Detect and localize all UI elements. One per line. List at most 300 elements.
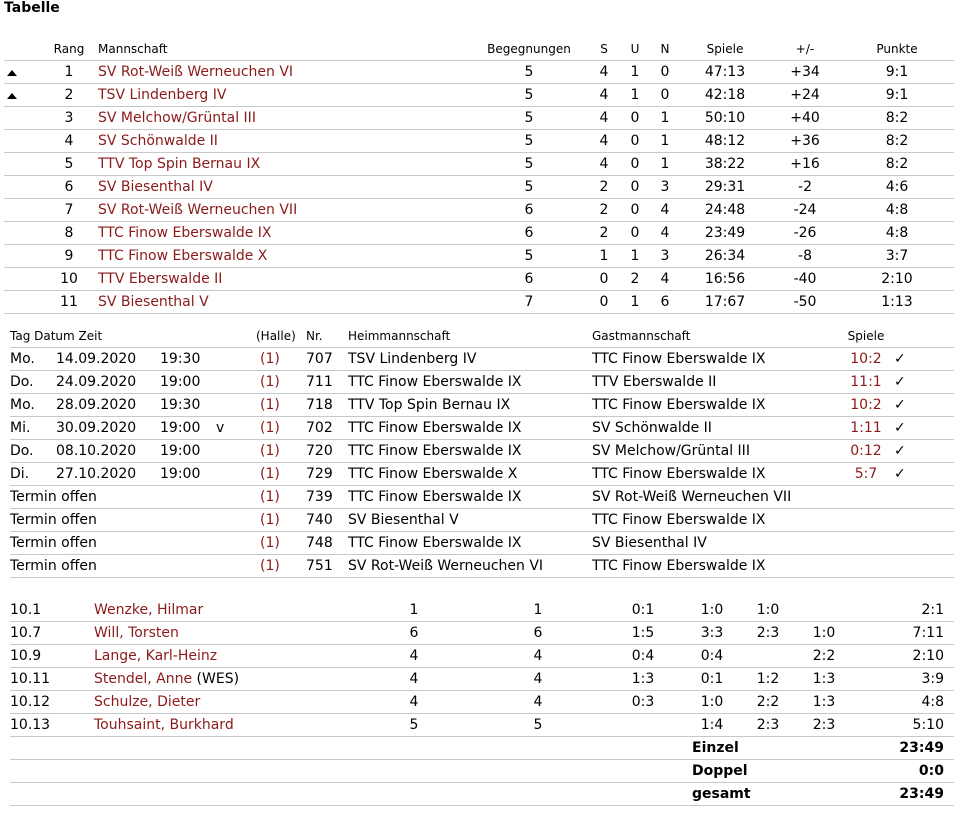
- header-nr: Nr.: [306, 325, 348, 348]
- standings-points: 9:1: [840, 61, 954, 84]
- guest-team: TTC Finow Eberswalde IX: [592, 509, 838, 532]
- player-total: 2:1: [852, 599, 954, 622]
- player-result-r2: 0:1: [684, 668, 740, 691]
- player-count: 5: [474, 714, 602, 737]
- match-row: [10, 532, 954, 555]
- match-row: [10, 394, 954, 417]
- home-team: TTV Top Spin Bernau IX: [348, 394, 592, 417]
- standings-games: 16:56: [680, 268, 770, 291]
- hall-link[interactable]: (1): [260, 443, 280, 459]
- match-date: 28.09.2020: [56, 394, 160, 417]
- standings-u: 1: [620, 245, 650, 268]
- standings-n: 0: [650, 61, 680, 84]
- header-hall: (Halle): [256, 325, 306, 348]
- trend-cell: [4, 291, 48, 314]
- standings-u: 0: [620, 222, 650, 245]
- standings-matches: 5: [470, 61, 588, 84]
- matches-header-row: [10, 325, 954, 348]
- player-extra: (WES): [192, 671, 240, 687]
- standings-diff: -40: [770, 268, 840, 291]
- hall-link[interactable]: (1): [260, 489, 280, 505]
- standings-diff: +40: [770, 107, 840, 130]
- standings-diff: -50: [770, 291, 840, 314]
- standings-matches: 6: [470, 199, 588, 222]
- player-count: 1: [474, 599, 602, 622]
- standings-diff: -26: [770, 222, 840, 245]
- header-draws: U: [620, 38, 650, 61]
- standings-s: 2: [588, 222, 620, 245]
- checkmark-icon: ✓: [894, 463, 954, 486]
- player-played: 5: [354, 714, 474, 737]
- standings-points: 8:2: [840, 153, 954, 176]
- standings-u: 0: [620, 130, 650, 153]
- guest-team: SV Schönwalde II: [592, 417, 838, 440]
- standings-u: 0: [620, 176, 650, 199]
- standings-row: [4, 291, 954, 314]
- summary-value: 23:49: [852, 783, 954, 806]
- checkmark-icon: [894, 532, 954, 555]
- hall-link[interactable]: (1): [260, 351, 280, 367]
- player-result-r3: 2:3: [740, 714, 796, 737]
- player-result-r1: 1:5: [602, 622, 684, 645]
- match-nr: 739: [306, 486, 348, 509]
- standings-points: 3:7: [840, 245, 954, 268]
- rank: 10: [48, 268, 90, 291]
- standings-diff: -2: [770, 176, 840, 199]
- player-total: 7:11: [852, 622, 954, 645]
- header-wins: S: [588, 38, 620, 61]
- standings-games: 29:31: [680, 176, 770, 199]
- trend-cell: [4, 153, 48, 176]
- guest-team: TTC Finow Eberswalde IX: [592, 348, 838, 371]
- player-row: [10, 622, 954, 645]
- match-flag: [216, 371, 256, 394]
- team-link[interactable]: SV Rot-Weiß Werneuchen VI: [98, 64, 294, 80]
- header-diff: +/-: [770, 38, 840, 61]
- match-date: 24.09.2020: [56, 371, 160, 394]
- team-link[interactable]: SV Biesenthal IV: [98, 179, 213, 195]
- standings-games: 26:34: [680, 245, 770, 268]
- rank: 5: [48, 153, 90, 176]
- checkmark-icon: [894, 509, 954, 532]
- trend-cell: [4, 84, 48, 107]
- rank: 1: [48, 61, 90, 84]
- summary-value: 0:0: [852, 760, 954, 783]
- standings-matches: 5: [470, 153, 588, 176]
- checkmark-icon: [894, 486, 954, 509]
- standings-matches: 5: [470, 84, 588, 107]
- player-total: 3:9: [852, 668, 954, 691]
- match-nr: 729: [306, 463, 348, 486]
- players-table: [10, 599, 954, 806]
- match-flag: [216, 348, 256, 371]
- standings-s: 0: [588, 268, 620, 291]
- match-row: [10, 371, 954, 394]
- standings-s: 1: [588, 245, 620, 268]
- rank: 8: [48, 222, 90, 245]
- standings-matches: 5: [470, 176, 588, 199]
- player-result-r4: 1:0: [796, 622, 852, 645]
- result-link[interactable]: 0:12: [850, 443, 882, 459]
- hall-link[interactable]: (1): [260, 420, 280, 436]
- match-nr: 748: [306, 532, 348, 555]
- match-day: Mi.: [10, 417, 56, 440]
- standings-s: 4: [588, 153, 620, 176]
- home-team: TTC Finow Eberswalde IX: [348, 486, 592, 509]
- player-result-r1: 0:4: [602, 645, 684, 668]
- rank: 6: [48, 176, 90, 199]
- rank: 11: [48, 291, 90, 314]
- home-team: TSV Lindenberg IV: [348, 348, 592, 371]
- arrow-up-icon: [7, 70, 17, 76]
- header-matches: Begegnungen: [470, 38, 588, 61]
- rank: 7: [48, 199, 90, 222]
- standings-s: 4: [588, 84, 620, 107]
- player-result-r4: 1:3: [796, 691, 852, 714]
- match-day: Termin offen: [10, 532, 256, 555]
- match-row: [10, 509, 954, 532]
- standings-row: [4, 130, 954, 153]
- hall-link[interactable]: (1): [260, 397, 280, 413]
- standings-n: 4: [650, 199, 680, 222]
- match-day: Termin offen: [10, 509, 256, 532]
- standings-matches: 5: [470, 245, 588, 268]
- player-total: 2:10: [852, 645, 954, 668]
- hall-link[interactable]: (1): [260, 512, 280, 528]
- team-link[interactable]: TTV Eberswalde II: [98, 271, 223, 287]
- match-time: 19:00: [160, 463, 216, 486]
- result-link[interactable]: 5:7: [854, 466, 878, 482]
- player-row: [10, 599, 954, 622]
- player-link[interactable]: Will, Torsten: [94, 625, 179, 641]
- player-result-r2: 1:0: [684, 599, 740, 622]
- guest-team: SV Rot-Weiß Werneuchen VII: [592, 486, 838, 509]
- standings-s: 4: [588, 107, 620, 130]
- player-result-r1: [602, 714, 684, 737]
- summary-label: Doppel: [684, 760, 852, 783]
- match-day: Do.: [10, 371, 56, 394]
- match-time: 19:00: [160, 440, 216, 463]
- guest-team: SV Melchow/Grüntal III: [592, 440, 838, 463]
- standings-matches: 6: [470, 222, 588, 245]
- standings-table: [4, 38, 954, 314]
- player-total: 4:8: [852, 691, 954, 714]
- result-link[interactable]: 11:1: [850, 374, 882, 390]
- standings-row: [4, 107, 954, 130]
- standings-matches: 7: [470, 291, 588, 314]
- match-flag: [216, 394, 256, 417]
- checkmark-icon: ✓: [894, 348, 954, 371]
- standings-s: 4: [588, 61, 620, 84]
- player-row: [10, 668, 954, 691]
- match-day: Termin offen: [10, 555, 256, 578]
- team-link[interactable]: TTV Top Spin Bernau IX: [98, 156, 261, 172]
- match-date: 14.09.2020: [56, 348, 160, 371]
- player-row: [10, 714, 954, 737]
- player-result-r2: 1:0: [684, 691, 740, 714]
- standings-points: 4:8: [840, 222, 954, 245]
- matches-table: [10, 325, 954, 578]
- rank: 3: [48, 107, 90, 130]
- standings-row: [4, 199, 954, 222]
- standings-s: 0: [588, 291, 620, 314]
- home-team: TTC Finow Eberswalde IX: [348, 371, 592, 394]
- summary-label: Einzel: [684, 737, 852, 760]
- trend-cell: [4, 176, 48, 199]
- checkmark-icon: [894, 555, 954, 578]
- standings-matches: 5: [470, 130, 588, 153]
- standings-diff: +34: [770, 61, 840, 84]
- standings-games: 23:49: [680, 222, 770, 245]
- match-row: [10, 463, 954, 486]
- standings-games: 24:48: [680, 199, 770, 222]
- standings-n: 1: [650, 107, 680, 130]
- standings-n: 4: [650, 222, 680, 245]
- header-day-date-time: Tag Datum Zeit: [10, 325, 256, 348]
- summary-row: [10, 760, 954, 783]
- player-position: 10.7: [10, 622, 94, 645]
- player-result-r4: 1:3: [796, 668, 852, 691]
- match-day: Mo.: [10, 394, 56, 417]
- standings-games: 47:13: [680, 61, 770, 84]
- standings-u: 0: [620, 107, 650, 130]
- player-position: 10.9: [10, 645, 94, 668]
- summary-label: gesamt: [684, 783, 852, 806]
- player-result-r3: 2:3: [740, 622, 796, 645]
- player-result-r4: 2:3: [796, 714, 852, 737]
- player-link[interactable]: Stendel, Anne: [94, 671, 193, 687]
- result-link[interactable]: 10:2: [850, 351, 882, 367]
- page-title: Tabelle: [4, 0, 60, 16]
- guest-team: TTC Finow Eberswalde IX: [592, 463, 838, 486]
- standings-n: 4: [650, 268, 680, 291]
- player-position: 10.12: [10, 691, 94, 714]
- standings-points: 4:8: [840, 199, 954, 222]
- team-link[interactable]: SV Rot-Weiß Werneuchen VII: [98, 202, 298, 218]
- standings-header-row: [4, 38, 954, 61]
- match-date: 30.09.2020: [56, 417, 160, 440]
- player-result-r1: 0:3: [602, 691, 684, 714]
- player-row: [10, 691, 954, 714]
- standings-n: 0: [650, 84, 680, 107]
- match-flag: [216, 440, 256, 463]
- checkmark-icon: ✓: [894, 417, 954, 440]
- standings-points: 4:6: [840, 176, 954, 199]
- match-time: 19:00: [160, 371, 216, 394]
- hall-link[interactable]: (1): [260, 466, 280, 482]
- match-day: Do.: [10, 440, 56, 463]
- standings-diff: -24: [770, 199, 840, 222]
- header-home: Heimmannschaft: [348, 325, 592, 348]
- standings-diff: +36: [770, 130, 840, 153]
- player-total: 5:10: [852, 714, 954, 737]
- standings-row: [4, 222, 954, 245]
- match-row: [10, 555, 954, 578]
- player-link[interactable]: Touhsaint, Burkhard: [94, 717, 234, 733]
- summary-value: 23:49: [852, 737, 954, 760]
- result-link[interactable]: 1:11: [850, 420, 882, 436]
- guest-team: TTC Finow Eberswalde IX: [592, 555, 838, 578]
- checkmark-icon: ✓: [894, 394, 954, 417]
- trend-cell: [4, 199, 48, 222]
- standings-points: 8:2: [840, 107, 954, 130]
- match-day: Mo.: [10, 348, 56, 371]
- player-played: 4: [354, 645, 474, 668]
- standings-u: 0: [620, 153, 650, 176]
- match-nr: 740: [306, 509, 348, 532]
- standings-s: 2: [588, 199, 620, 222]
- standings-row: [4, 176, 954, 199]
- checkmark-icon: ✓: [894, 371, 954, 394]
- home-team: TTC Finow Eberswalde IX: [348, 417, 592, 440]
- result-link[interactable]: 10:2: [850, 397, 882, 413]
- summary-row: [10, 783, 954, 806]
- guest-team: TTC Finow Eberswalde IX: [592, 394, 838, 417]
- standings-diff: +16: [770, 153, 840, 176]
- standings-matches: 5: [470, 107, 588, 130]
- home-team: TTC Finow Eberswalde IX: [348, 532, 592, 555]
- player-result-r4: [796, 599, 852, 622]
- player-position: 10.13: [10, 714, 94, 737]
- player-count: 4: [474, 645, 602, 668]
- team-link[interactable]: SV Biesenthal V: [98, 294, 209, 310]
- match-nr: 711: [306, 371, 348, 394]
- match-nr: 751: [306, 555, 348, 578]
- player-link[interactable]: Wenzke, Hilmar: [94, 602, 204, 618]
- player-count: 4: [474, 691, 602, 714]
- standings-matches: 6: [470, 268, 588, 291]
- standings-n: 6: [650, 291, 680, 314]
- trend-cell: [4, 107, 48, 130]
- player-played: 1: [354, 599, 474, 622]
- standings-u: 1: [620, 61, 650, 84]
- home-team: TTC Finow Eberswalde IX: [348, 440, 592, 463]
- match-row: [10, 348, 954, 371]
- player-played: 6: [354, 622, 474, 645]
- rank: 9: [48, 245, 90, 268]
- standings-points: 9:1: [840, 84, 954, 107]
- team-link[interactable]: TSV Lindenberg IV: [98, 87, 227, 103]
- player-count: 4: [474, 668, 602, 691]
- standings-row: [4, 268, 954, 291]
- match-date: 08.10.2020: [56, 440, 160, 463]
- standings-u: 0: [620, 199, 650, 222]
- standings-games: 17:67: [680, 291, 770, 314]
- header-result: Spiele: [838, 325, 894, 348]
- match-nr: 702: [306, 417, 348, 440]
- trend-cell: [4, 245, 48, 268]
- player-result-r3: 1:2: [740, 668, 796, 691]
- standings-points: 2:10: [840, 268, 954, 291]
- match-day: Di.: [10, 463, 56, 486]
- standings-s: 4: [588, 130, 620, 153]
- player-result-r3: [740, 645, 796, 668]
- player-played: 4: [354, 691, 474, 714]
- match-day: Termin offen: [10, 486, 256, 509]
- player-link[interactable]: Schulze, Dieter: [94, 694, 201, 710]
- match-row: [10, 417, 954, 440]
- rank: 2: [48, 84, 90, 107]
- player-result-r1: 0:1: [602, 599, 684, 622]
- team-link[interactable]: TTC Finow Eberswalde X: [98, 248, 268, 264]
- standings-points: 1:13: [840, 291, 954, 314]
- standings-n: 1: [650, 130, 680, 153]
- header-rank: Rang: [48, 38, 90, 61]
- team-link[interactable]: SV Melchow/Grüntal III: [98, 110, 256, 126]
- standings-games: 38:22: [680, 153, 770, 176]
- match-row: [10, 486, 954, 509]
- match-row: [10, 440, 954, 463]
- player-result-r2: 1:4: [684, 714, 740, 737]
- summary-row: [10, 737, 954, 760]
- rank: 4: [48, 130, 90, 153]
- standings-games: 42:18: [680, 84, 770, 107]
- match-nr: 707: [306, 348, 348, 371]
- match-time: 19:30: [160, 394, 216, 417]
- home-team: SV Rot-Weiß Werneuchen VI: [348, 555, 592, 578]
- standings-u: 1: [620, 84, 650, 107]
- header-guest: Gastmannschaft: [592, 325, 838, 348]
- header-games: Spiele: [680, 38, 770, 61]
- match-nr: 720: [306, 440, 348, 463]
- match-flag: v: [216, 417, 256, 440]
- standings-games: 50:10: [680, 107, 770, 130]
- player-count: 6: [474, 622, 602, 645]
- trend-cell: [4, 61, 48, 84]
- player-result-r3: 1:0: [740, 599, 796, 622]
- player-result-r3: 2:2: [740, 691, 796, 714]
- player-result-r2: 3:3: [684, 622, 740, 645]
- home-team: SV Biesenthal V: [348, 509, 592, 532]
- standings-row: [4, 153, 954, 176]
- standings-points: 8:2: [840, 130, 954, 153]
- checkmark-icon: ✓: [894, 440, 954, 463]
- home-team: TTC Finow Eberswalde X: [348, 463, 592, 486]
- standings-n: 3: [650, 245, 680, 268]
- header-points: Punkte: [840, 38, 954, 61]
- player-row: [10, 645, 954, 668]
- player-result-r2: 0:4: [684, 645, 740, 668]
- standings-n: 3: [650, 176, 680, 199]
- player-link[interactable]: Lange, Karl-Heinz: [94, 648, 218, 664]
- team-link[interactable]: SV Schönwalde II: [98, 133, 218, 149]
- standings-diff: +24: [770, 84, 840, 107]
- team-link[interactable]: TTC Finow Eberswalde IX: [98, 225, 272, 241]
- standings-n: 1: [650, 153, 680, 176]
- trend-cell: [4, 222, 48, 245]
- match-time: 19:00: [160, 417, 216, 440]
- standings-diff: -8: [770, 245, 840, 268]
- player-position: 10.1: [10, 599, 94, 622]
- standings-u: 2: [620, 268, 650, 291]
- match-nr: 718: [306, 394, 348, 417]
- guest-team: TTV Eberswalde II: [592, 371, 838, 394]
- arrow-up-icon: [7, 93, 17, 99]
- standings-u: 1: [620, 291, 650, 314]
- match-time: 19:30: [160, 348, 216, 371]
- trend-cell: [4, 268, 48, 291]
- standings-row: [4, 245, 954, 268]
- player-position: 10.11: [10, 668, 94, 691]
- hall-link[interactable]: (1): [260, 535, 280, 551]
- header-team: Mannschaft: [90, 38, 470, 61]
- standings-row: [4, 84, 954, 107]
- hall-link[interactable]: (1): [260, 374, 280, 390]
- guest-team: SV Biesenthal IV: [592, 532, 838, 555]
- standings-s: 2: [588, 176, 620, 199]
- hall-link[interactable]: (1): [260, 558, 280, 574]
- standings-games: 48:12: [680, 130, 770, 153]
